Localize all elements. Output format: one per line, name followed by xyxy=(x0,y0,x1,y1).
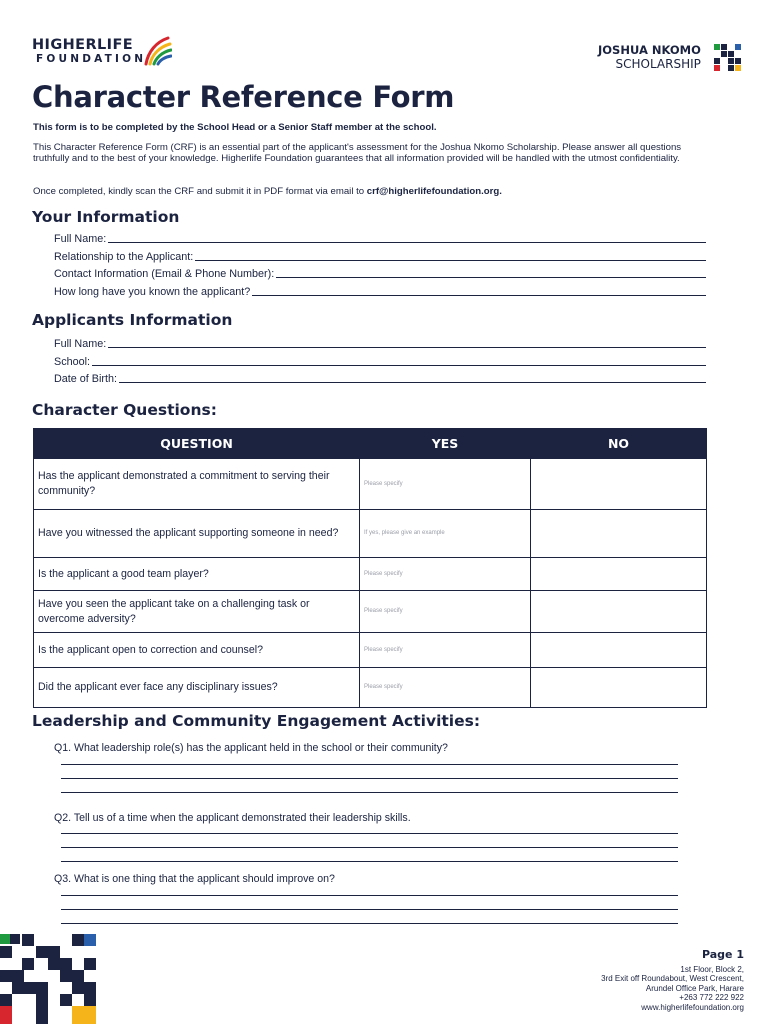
phone-number: +263 772 222 922 xyxy=(679,993,744,1003)
contact-information-field[interactable] xyxy=(54,265,706,281)
field-label: Full Name: xyxy=(54,233,107,245)
relationship-field[interactable] xyxy=(54,248,706,264)
table-row xyxy=(34,668,707,708)
no-answer-cell[interactable] xyxy=(531,591,707,633)
question-cell: Did the applicant ever face any disciplinary issues? xyxy=(34,668,360,708)
higherlife-logo xyxy=(32,38,146,66)
leadership-question-3: Q3. What is one thing that the applicant should improve on? xyxy=(54,873,335,885)
yes-answer-cell[interactable]: Please specify xyxy=(360,591,531,633)
field-label: Relationship to the Applicant: xyxy=(54,251,194,263)
answer-line[interactable] xyxy=(61,792,678,793)
leadership-question-1: Q1. What leadership role(s) has the applicant held in the school or their community? xyxy=(54,742,448,754)
table-header-row xyxy=(34,429,707,459)
page-number: Page 1 xyxy=(701,948,744,961)
logo-text-line2: SCHOLARSHIP xyxy=(615,57,701,71)
field-label: How long have you known the applicant? xyxy=(54,286,251,298)
field-line[interactable] xyxy=(108,335,706,348)
character-questions-table xyxy=(33,428,707,708)
logo-text-line2: FOUNDATION xyxy=(36,53,147,65)
field-label: Date of Birth: xyxy=(54,373,118,385)
field-line[interactable] xyxy=(92,353,706,366)
intro-paragraph: This Character Reference Form (CRF) is an essential part of the applicant's assessment for the Joshua Nkomo Scholarship. Please answer all questions truthfully and to the best of your knowledge. Higherlife Foundation guarantees that all information provided will be handled with the utmost confidentiality. xyxy=(33,142,682,164)
answer-line[interactable] xyxy=(61,923,678,924)
intro-instruction: This form is to be completed by the School Head or a Senior Staff member at the school. xyxy=(33,122,437,133)
field-label: Full Name: xyxy=(54,338,107,350)
field-line[interactable] xyxy=(119,370,706,383)
table-row xyxy=(34,633,707,668)
submission-text: Once completed, kindly scan the CRF and submit it in PDF format via email to xyxy=(33,186,367,197)
page-title: Character Reference Form xyxy=(32,80,455,114)
question-cell: Is the applicant a good team player? xyxy=(34,558,360,591)
leadership-question-2: Q2. Tell us of a time when the applicant demonstrated their leadership skills. xyxy=(54,812,411,824)
answer-line[interactable] xyxy=(61,833,678,834)
date-of-birth-field[interactable] xyxy=(54,370,706,386)
no-answer-cell[interactable] xyxy=(531,668,707,708)
question-cell: Has the applicant demonstrated a commitment to serving their community? xyxy=(34,459,360,510)
no-answer-cell[interactable] xyxy=(531,510,707,558)
address-line: Arundel Office Park, Harare xyxy=(645,983,744,993)
address-line: 1st Floor, Block 2, xyxy=(680,965,744,974)
no-answer-cell[interactable] xyxy=(531,558,707,591)
answer-line[interactable] xyxy=(61,909,678,910)
yes-answer-cell[interactable]: Please specify xyxy=(360,459,531,510)
submission-email: crf@higherlifefoundation.org. xyxy=(366,186,502,197)
applicant-information-heading: Applicants Information xyxy=(32,311,233,329)
table-row xyxy=(34,510,707,558)
field-line[interactable] xyxy=(252,283,706,296)
column-header-no: NO xyxy=(531,429,707,459)
address-block xyxy=(601,965,744,1012)
yes-answer-cell[interactable]: If yes, please give an example xyxy=(360,510,531,558)
pixel-pattern-decoration xyxy=(0,934,100,1024)
question-cell: Is the applicant open to correction and counsel? xyxy=(34,633,360,668)
field-line[interactable] xyxy=(276,265,706,278)
yes-answer-cell[interactable]: Please specify xyxy=(360,558,531,591)
field-line[interactable] xyxy=(108,230,706,243)
no-answer-cell[interactable] xyxy=(531,633,707,668)
logo-text-line1: JOSHUA NKOMO xyxy=(598,43,701,57)
logo-text-line1: HIGHERLIFE xyxy=(32,37,134,53)
flame-fan-icon xyxy=(142,36,172,66)
leadership-heading: Leadership and Community Engagement Activities: xyxy=(32,712,481,730)
answer-line[interactable] xyxy=(61,764,678,765)
field-label: Contact Information (Email & Phone Number): xyxy=(54,268,275,280)
address-line: 3rd Exit off Roundabout, West Crescent, xyxy=(601,974,744,984)
table-row xyxy=(34,558,707,591)
column-header-yes: YES xyxy=(360,429,531,459)
answer-line[interactable] xyxy=(61,895,678,896)
joshua-nkomo-logo xyxy=(598,44,701,71)
question-cell: Have you seen the applicant take on a challenging task or overcome adversity? xyxy=(34,591,360,633)
website-link[interactable]: www.higherlifefoundation.org xyxy=(641,1002,744,1012)
yes-answer-cell[interactable]: Please specify xyxy=(360,668,531,708)
table-row xyxy=(34,459,707,510)
known-duration-field[interactable] xyxy=(54,283,706,299)
applicant-full-name-field[interactable] xyxy=(54,335,706,351)
character-questions-heading: Character Questions: xyxy=(32,401,217,419)
no-answer-cell[interactable] xyxy=(531,459,707,510)
referee-full-name-field[interactable] xyxy=(54,230,706,246)
your-information-heading: Your Information xyxy=(32,208,180,226)
pixel-mark-icon xyxy=(714,44,742,72)
answer-line[interactable] xyxy=(61,847,678,848)
yes-answer-cell[interactable]: Please specify xyxy=(360,633,531,668)
school-field[interactable] xyxy=(54,353,706,369)
column-header-question: QUESTION xyxy=(34,429,360,459)
submission-instruction xyxy=(33,186,502,197)
field-label: School: xyxy=(54,356,91,368)
answer-line[interactable] xyxy=(61,861,678,862)
table-row xyxy=(34,591,707,633)
answer-line[interactable] xyxy=(61,778,678,779)
field-line[interactable] xyxy=(195,248,706,261)
question-cell: Have you witnessed the applicant supporting someone in need? xyxy=(34,510,360,558)
